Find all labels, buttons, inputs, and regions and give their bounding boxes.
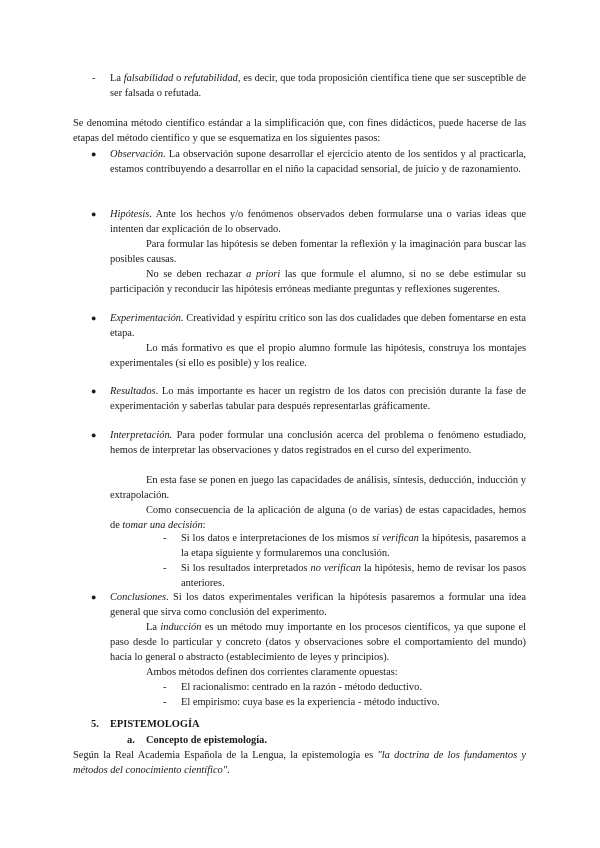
conclusiones-paragraph-2: La inducción es un método muy importante en los procesos científicos, ya que supone el paso desde lo particular y concreto (datos y observaciones sobre el comportamiento del mundo) hacia lo general o abstracto (establecimiento de leyes y principios). <box>110 622 526 664</box>
step-experimentacion: Experimentación. Creatividad y espíritu crítico son las dos cualidades que deben fomentarse en esta etapa. <box>110 313 526 340</box>
interpretacion-sub-item-2: Si los resultados interpretados no verifican la hipótesis, hemo de revisar los pasos anteriores. <box>181 563 527 590</box>
step-title: Resultados <box>110 386 156 397</box>
step-title: Hipótesis <box>110 209 150 220</box>
step-conclusiones: Conclusiones. Si los datos experimentales verifican la hipótesis pasaremos a formular una idea general que sirva como conclusión del experimento. <box>110 592 526 619</box>
list-dash: - <box>163 697 167 708</box>
step-title: Observación. <box>110 149 166 160</box>
step-interpretacion: Interpretación. Para poder formular una conclusión acerca del problema o fenómeno estudiado, hemos de interpretar las observaciones y datos registrados en el curso del experimento. <box>110 430 526 457</box>
step-resultados: Resultados. Lo más importante es hacer un registro de los datos con precisión durante la fase de experimentación y saberlas tabular para después representarlas gráficamente. <box>110 386 526 413</box>
list-dash: - <box>163 682 167 693</box>
subsection-letter: a. <box>127 735 135 746</box>
falsabilidad-item: La falsabilidad o refutabilidad, es decir, que toda proposición científica tiene que ser susceptible de ser falsada o refutada. <box>110 73 526 100</box>
interpretacion-sub-item-1: Si los datos e interpretaciones de los mismos sí verifican la hipótesis, pasaremos a la etapa siguiente y formularemos una conclusión. <box>181 533 526 560</box>
bullet-icon: ● <box>91 313 97 323</box>
interpretacion-paragraph-3: Como consecuencia de la aplicación de alguna (o de varias) de estas capacidades, hemos de tomar una decisión: <box>110 505 526 532</box>
experimentacion-paragraph-2: Lo más formativo es que el propio alumno formule las hipótesis, construya los montajes experimentales (si ello es posible) y los realice. <box>110 343 526 370</box>
subsection-heading: Concepto de epistemología. <box>146 735 267 746</box>
conclusiones-sub-item-2: El empirismo: cuya base es la experiencia - método inductivo. <box>181 697 440 708</box>
hipotesis-paragraph-2: Para formular las hipótesis se deben fomentar la reflexión y la imaginación para buscar las posibles causas. <box>110 239 526 266</box>
section-number: 5. <box>91 719 99 730</box>
conclusiones-paragraph-3: Ambos métodos definen dos corrientes claramente opuestas: <box>146 667 398 678</box>
hipotesis-paragraph-3: No se deben rechazar a priori las que formule el alumno, si no se debe estimular su participación y reconducir las hipótesis erróneas mediante preguntas y reflexiones sugerentes. <box>110 269 526 296</box>
method-intro-paragraph: Se denomina método científico estándar a la simplificación que, con fines didácticos, puede hacerse de las etapas del método científico y que se esquematiza en los siguientes pasos: <box>73 118 526 145</box>
bullet-icon: ● <box>91 592 97 602</box>
step-title: Conclusiones <box>110 592 166 603</box>
step-hipotesis: Hipótesis. Ante los hechos y/o fenómenos observados deben formularse una o varias ideas que intenten dar explicación de lo observado. <box>110 209 526 236</box>
step-observacion: Observación. La observación supone desarrollar el ejercicio atento de los sentidos y al practicarla, estamos contribuyendo a desarrollar en el niño la capacidad sensorial, de juicio y de razonamiento. <box>110 149 526 176</box>
section-heading: EPISTEMOLOGÍA <box>110 719 200 730</box>
conclusiones-sub-item-1: El racionalismo: centrado en la razón - método deductivo. <box>181 682 422 693</box>
list-dash: - <box>163 563 167 574</box>
interpretacion-paragraph-2: En esta fase se ponen en juego las capacidades de análisis, síntesis, deducción, inducción y extrapolación. <box>110 475 526 502</box>
step-title: Experimentación. <box>110 313 184 324</box>
epistemologia-definition: Según la Real Academia Española de la Lengua, la epistemología es "la doctrina de los fundamentos y métodos del conocimiento científico". <box>73 750 526 777</box>
bullet-icon: ● <box>91 430 97 440</box>
list-dash: - <box>92 73 96 84</box>
bullet-icon: ● <box>91 149 97 159</box>
step-title: Interpretación. <box>110 430 173 441</box>
list-dash: - <box>163 533 167 544</box>
bullet-icon: ● <box>91 386 97 396</box>
bullet-icon: ● <box>91 209 97 219</box>
